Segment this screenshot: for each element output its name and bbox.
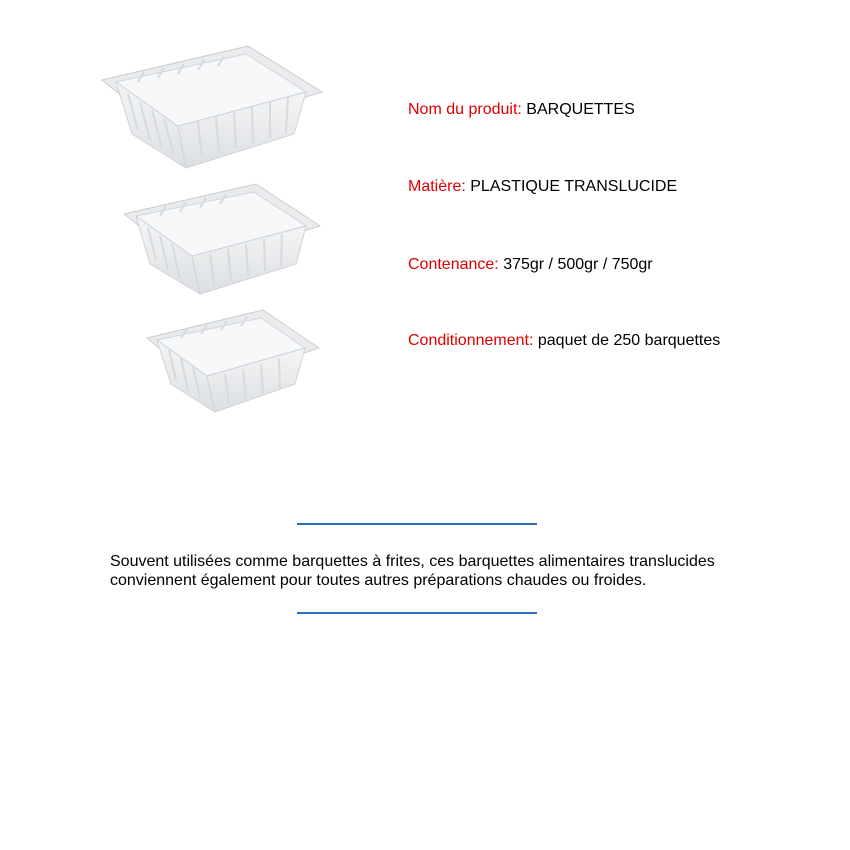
spec-product-name xyxy=(408,100,635,120)
spec-value: BARQUETTES xyxy=(526,101,635,118)
tray-icon xyxy=(120,180,324,300)
spec-label: Nom du produit: xyxy=(408,101,522,118)
spec-label: Matière: xyxy=(408,178,466,195)
tray-medium-image xyxy=(120,180,324,300)
tray-large-image xyxy=(98,42,326,172)
spec-packaging xyxy=(408,331,720,351)
spec-label: Contenance: xyxy=(408,256,499,273)
spec-capacity xyxy=(408,255,653,275)
divider-top xyxy=(297,523,537,525)
description-line: conviennent également pour toutes autres préparations chaudes ou froides. xyxy=(110,572,647,589)
spec-material xyxy=(408,177,677,197)
spec-value: paquet de 250 barquettes xyxy=(537,332,721,349)
spec-value: PLASTIQUE TRANSLUCIDE xyxy=(470,178,678,195)
tray-icon xyxy=(98,42,326,172)
divider-bottom xyxy=(297,612,537,614)
tray-small-image xyxy=(143,306,323,418)
product-description xyxy=(110,552,790,590)
tray-icon xyxy=(143,306,323,418)
description-line: Souvent utilisées comme barquettes à frites, ces barquettes alimentaires translucides xyxy=(110,553,715,570)
spec-value: 375gr / 500gr / 750gr xyxy=(503,256,653,273)
spec-label: Conditionnement: xyxy=(408,332,534,349)
